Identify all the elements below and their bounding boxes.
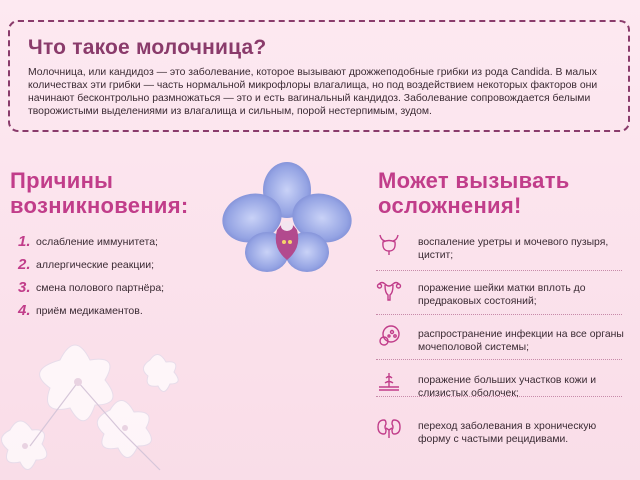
complications-title <box>378 168 570 218</box>
cause-item <box>18 276 164 299</box>
causes-title-line1: Причины <box>10 168 114 193</box>
cause-text: ослабление иммунитета; <box>36 235 158 248</box>
cause-item <box>18 230 164 253</box>
cause-text: приём медикаментов. <box>36 304 143 317</box>
complication-item <box>376 370 626 416</box>
complication-item <box>376 324 626 370</box>
cells-icon <box>376 324 402 348</box>
orchid-image <box>222 160 352 280</box>
cause-number: 3. <box>18 279 31 296</box>
cause-number: 1. <box>18 233 31 250</box>
cause-number: 2. <box>18 256 31 273</box>
complication-text: поражение больших участков кожи и слизистых оболочек; <box>418 375 597 399</box>
cause-item <box>18 299 164 322</box>
complication-item <box>376 416 626 462</box>
complications-list <box>376 232 626 462</box>
causes-list <box>18 230 164 322</box>
intro-text: Молочница, или кандидоз — это заболевание, которое вызывают дрожжеподобные грибки из рода Candida. В малых количествах эти грибки — часть нормальной микрофлоры влагалища, но под воздействием некоторых факторов они начинают бесконтрольно размножаться — это и есть вагинальный кандидоз. Заболевание сопровождается белыми творожистыми выделениями из влагалища и сильным, порой нестерпимым, зудом. <box>28 67 598 117</box>
bladder-icon <box>376 232 402 256</box>
complications-title-line1: Может вызывать <box>378 168 570 193</box>
kidneys-icon <box>376 416 402 440</box>
complication-text: переход заболевания в хроническую форму с частыми рецидивами. <box>418 421 597 445</box>
cause-text: аллергические реакции; <box>36 258 155 271</box>
blossom-decoration <box>0 320 200 480</box>
uterus-icon <box>376 278 402 302</box>
cause-number: 4. <box>18 302 31 319</box>
complication-item <box>376 278 626 324</box>
cause-item <box>18 253 164 276</box>
causes-title-line2: возникновения: <box>10 193 189 218</box>
intro-box <box>8 20 630 132</box>
skin-icon <box>376 370 402 394</box>
complication-text: распространение инфекции на все органы мочеполовой системы; <box>418 329 624 353</box>
complication-text: воспаление уретры и мочевого пузыря, цистит; <box>418 237 609 261</box>
intro-title: Что такое молочница? <box>28 36 267 59</box>
complications-title-line2: осложнения! <box>378 193 522 218</box>
complication-item <box>376 232 626 278</box>
complication-text: поражение шейки матки вплоть до предраковых состояний; <box>418 283 586 307</box>
cause-text: смена полового партнёра; <box>36 281 165 294</box>
causes-title <box>10 168 189 218</box>
